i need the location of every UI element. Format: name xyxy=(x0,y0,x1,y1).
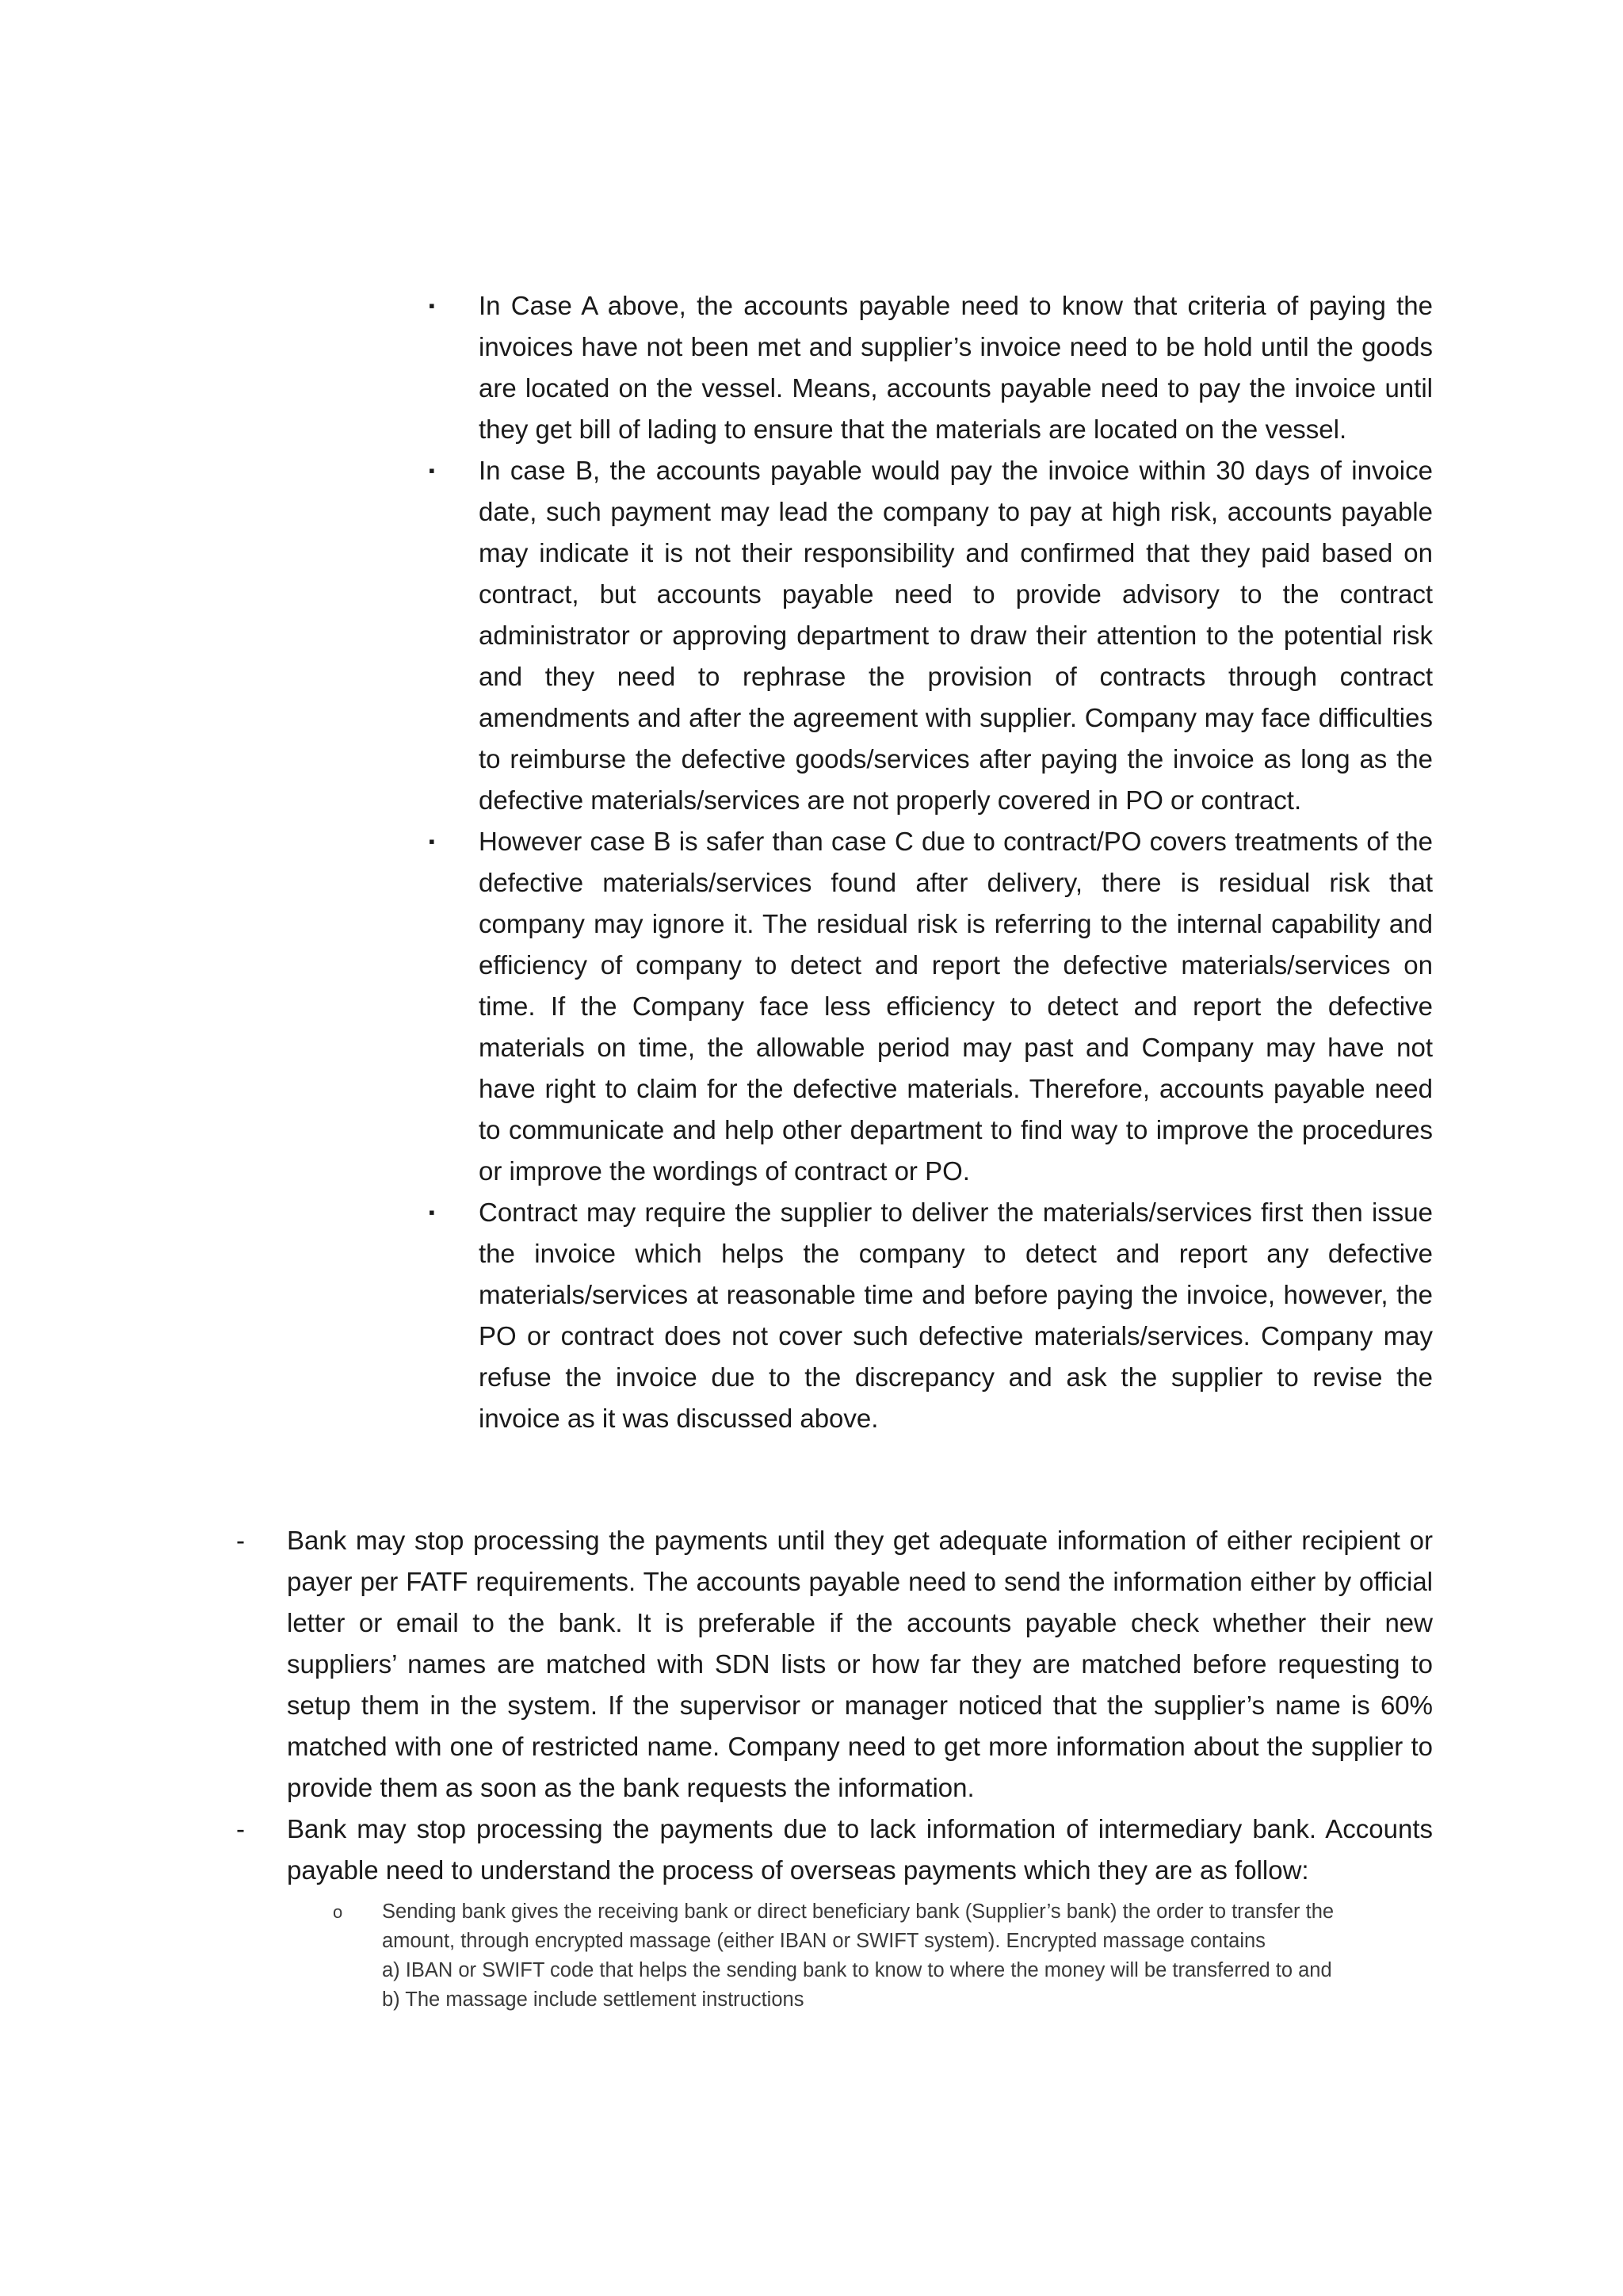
sub-list-item xyxy=(333,1897,1442,2015)
sub-item-text xyxy=(382,1897,1442,2015)
dash-bullet-list xyxy=(236,1520,1433,1891)
paragraph-text: In case B, the accounts payable would pay the invoice within 30 days of invoice date, such payment may lead the company to pay at high risk, accounts payable may indicate it is not their responsibility and confirmed that they paid based on contract, but accounts payable need to provide advisory to the contract administrator or approving department to draw their attention to the potential risk and they need to rephrase the provision of contracts through contract amendments and after the agreement with supplier. Company may face difficulties to reimburse the defective goods/services after paying the invoice as long as the defective materials/services are not properly covered in PO or contract. xyxy=(479,456,1433,815)
square-bullet-icon: ▪ xyxy=(429,460,435,480)
sub-item-line: b) The massage include settlement instructions xyxy=(382,1988,804,2011)
square-bullet-icon: ▪ xyxy=(429,296,435,315)
list-item xyxy=(420,450,1433,821)
sub-item-line: Sending bank gives the receiving bank or direct beneficiary bank (Supplier’s bank) the order to transfer the xyxy=(382,1901,1335,1923)
square-bullet-list xyxy=(420,285,1433,1439)
paragraph-text: Bank may stop processing the payments due to lack information of intermediary bank. Accounts payable need to understand the process of overseas payments which they are as follow: xyxy=(287,1814,1433,1885)
dash-bullet-icon: - xyxy=(236,1814,245,1843)
sub-item-line: a) IBAN or SWIFT code that helps the sending bank to know to where the money will be transferred to and xyxy=(382,1959,1332,1981)
paragraph-text: In Case A above, the accounts payable need to know that criteria of paying the invoices have not been met and supplier’s invoice need to be hold until the goods are located on the vessel. Means, accounts payable need to pay the invoice until they get bill of lading to ensure that the materials are located on the vessel. xyxy=(479,291,1433,444)
list-item xyxy=(420,1192,1433,1439)
sub-item-line: amount, through encrypted massage (either IBAN or SWIFT system). Encrypted massage contains xyxy=(382,1930,1266,1952)
paragraph-text: Bank may stop processing the payments until they get adequate information of either recipient or payer per FATF requirements. The accounts payable need to send the information either by official letter or email to the bank. It is preferable if the accounts payable check whether their new suppliers’ names are matched with SDN lists or how far they are matched before requesting to setup them in the system. If the supervisor or manager noticed that the supplier’s name is 60% matched with one of restricted name. Company need to get more information about the supplier to provide them as soon as the bank requests the information. xyxy=(287,1526,1433,1802)
list-item xyxy=(420,285,1433,450)
square-bullet-icon: ▪ xyxy=(429,831,435,851)
list-item xyxy=(236,1809,1433,1891)
circle-bullet-icon: o xyxy=(333,1902,343,1922)
paragraph-text: However case B is safer than case C due to contract/PO covers treatments of the defective materials/services found after delivery, there is residual risk that company may ignore it. The residual risk is referring to the internal capability and efficiency of company to detect and report the defective materials/services on time. If the Company face less efficiency to detect and report the defective materials on time, the allowable period may past and Company may have not have right to claim for the defective materials. Therefore, accounts payable need to communicate and help other department to find way to improve the procedures or improve the wordings of contract or PO. xyxy=(479,827,1433,1186)
paragraph-text: Contract may require the supplier to deliver the materials/services first then issue the invoice which helps the company to detect and report any defective materials/services at reasonable time and before paying the invoice, however, the PO or contract does not cover such defective materials/services. Company may refuse the invoice due to the discrepancy and ask the supplier to revise the invoice as it was discussed above. xyxy=(479,1198,1433,1433)
list-item xyxy=(420,821,1433,1192)
list-item xyxy=(236,1520,1433,1809)
square-bullet-icon: ▪ xyxy=(429,1202,435,1222)
dash-bullet-icon: - xyxy=(236,1526,245,1555)
